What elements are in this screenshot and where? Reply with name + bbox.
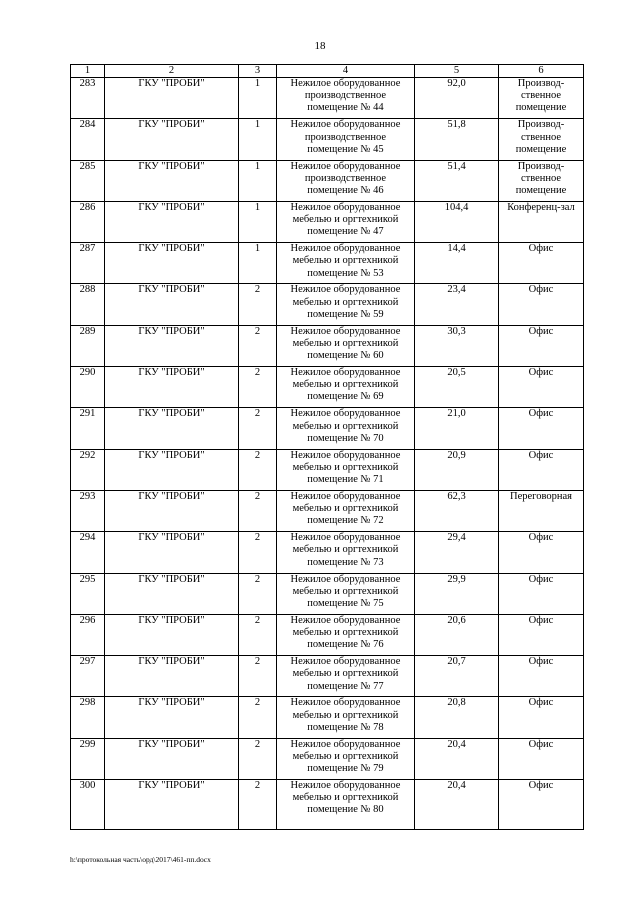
row-number-cell: 296 [71, 614, 105, 655]
description-cell: Нежилое оборудованное мебелью и оргтехникой помещение № 78 [277, 697, 415, 738]
row-number-cell: 289 [71, 325, 105, 366]
area-cell: 92,0 [415, 78, 499, 119]
area-cell: 20,4 [415, 738, 499, 779]
page-number: 18 [314, 40, 326, 52]
organization-cell: ГКУ "ПРОБИ" [105, 201, 239, 242]
organization-cell: ГКУ "ПРОБИ" [105, 367, 239, 408]
area-cell: 21,0 [415, 408, 499, 449]
floor-cell: 2 [239, 738, 277, 779]
table-row [71, 780, 584, 830]
table-row [71, 78, 584, 119]
table-row [71, 201, 584, 242]
floor-cell: 2 [239, 284, 277, 325]
table-row [71, 408, 584, 449]
description-cell: Нежилое оборудованное мебелью и оргтехникой помещение № 79 [277, 738, 415, 779]
table-row [71, 573, 584, 614]
purpose-cell: Офис [499, 573, 584, 614]
floor-cell: 2 [239, 614, 277, 655]
row-number-cell: 287 [71, 243, 105, 284]
floor-cell: 2 [239, 573, 277, 614]
area-cell: 20,6 [415, 614, 499, 655]
area-cell: 23,4 [415, 284, 499, 325]
area-cell: 29,9 [415, 573, 499, 614]
purpose-cell: Офис [499, 656, 584, 697]
area-cell: 14,4 [415, 243, 499, 284]
purpose-cell: Офис [499, 367, 584, 408]
purpose-cell: Производ-ственное помещение [499, 78, 584, 119]
column-header-6: 6 [499, 65, 584, 78]
row-number-cell: 300 [71, 780, 105, 830]
table-row [71, 449, 584, 490]
purpose-cell: Производ-ственное помещение [499, 160, 584, 201]
description-cell: Нежилое оборудованное мебелью и оргтехникой помещение № 71 [277, 449, 415, 490]
table-row [71, 532, 584, 573]
floor-cell: 2 [239, 325, 277, 366]
floor-cell: 2 [239, 367, 277, 408]
organization-cell: ГКУ "ПРОБИ" [105, 573, 239, 614]
row-number-cell: 291 [71, 408, 105, 449]
purpose-cell: Офис [499, 738, 584, 779]
row-number-cell: 295 [71, 573, 105, 614]
purpose-cell: Офис [499, 532, 584, 573]
column-header-3: 3 [239, 65, 277, 78]
floor-cell: 1 [239, 243, 277, 284]
floor-cell: 1 [239, 160, 277, 201]
column-header-5: 5 [415, 65, 499, 78]
table-row [71, 697, 584, 738]
floor-cell: 2 [239, 656, 277, 697]
area-cell: 51,4 [415, 160, 499, 201]
column-header-2: 2 [105, 65, 239, 78]
table-row [71, 656, 584, 697]
floor-cell: 2 [239, 449, 277, 490]
floor-cell: 2 [239, 697, 277, 738]
purpose-cell: Производ-ственное помещение [499, 119, 584, 160]
premises-table [70, 64, 584, 830]
row-number-cell: 293 [71, 490, 105, 531]
area-cell: 30,3 [415, 325, 499, 366]
description-cell: Нежилое оборудованное мебелью и оргтехникой помещение № 75 [277, 573, 415, 614]
purpose-cell: Офис [499, 780, 584, 830]
organization-cell: ГКУ "ПРОБИ" [105, 449, 239, 490]
area-cell: 62,3 [415, 490, 499, 531]
table-row [71, 243, 584, 284]
row-number-cell: 298 [71, 697, 105, 738]
description-cell: Нежилое оборудованное производственное помещение № 45 [277, 119, 415, 160]
floor-cell: 1 [239, 201, 277, 242]
row-number-cell: 288 [71, 284, 105, 325]
organization-cell: ГКУ "ПРОБИ" [105, 490, 239, 531]
organization-cell: ГКУ "ПРОБИ" [105, 780, 239, 830]
area-cell: 20,9 [415, 449, 499, 490]
table-body [71, 78, 584, 830]
description-cell: Нежилое оборудованное мебелью и оргтехникой помещение № 53 [277, 243, 415, 284]
organization-cell: ГКУ "ПРОБИ" [105, 284, 239, 325]
purpose-cell: Офис [499, 614, 584, 655]
area-cell: 20,4 [415, 780, 499, 830]
description-cell: Нежилое оборудованное мебелью и оргтехникой помещение № 69 [277, 367, 415, 408]
description-cell: Нежилое оборудованное мебелью и оргтехникой помещение № 72 [277, 490, 415, 531]
row-number-cell: 297 [71, 656, 105, 697]
area-cell: 29,4 [415, 532, 499, 573]
area-cell: 20,7 [415, 656, 499, 697]
column-header-4: 4 [277, 65, 415, 78]
table-row [71, 614, 584, 655]
row-number-cell: 286 [71, 201, 105, 242]
row-number-cell: 284 [71, 119, 105, 160]
column-header-1: 1 [71, 65, 105, 78]
organization-cell: ГКУ "ПРОБИ" [105, 532, 239, 573]
floor-cell: 1 [239, 119, 277, 160]
table-row [71, 490, 584, 531]
area-cell: 20,5 [415, 367, 499, 408]
area-cell: 104,4 [415, 201, 499, 242]
description-cell: Нежилое оборудованное производственное помещение № 46 [277, 160, 415, 201]
row-number-cell: 285 [71, 160, 105, 201]
purpose-cell: Офис [499, 449, 584, 490]
floor-cell: 1 [239, 78, 277, 119]
description-cell: Нежилое оборудованное мебелью и оргтехникой помещение № 77 [277, 656, 415, 697]
organization-cell: ГКУ "ПРОБИ" [105, 738, 239, 779]
table-row [71, 367, 584, 408]
organization-cell: ГКУ "ПРОБИ" [105, 325, 239, 366]
organization-cell: ГКУ "ПРОБИ" [105, 160, 239, 201]
row-number-cell: 283 [71, 78, 105, 119]
row-number-cell: 299 [71, 738, 105, 779]
purpose-cell: Конференц-зал [499, 201, 584, 242]
purpose-cell: Переговорная [499, 490, 584, 531]
purpose-cell: Офис [499, 697, 584, 738]
description-cell: Нежилое оборудованное мебелью и оргтехникой помещение № 76 [277, 614, 415, 655]
organization-cell: ГКУ "ПРОБИ" [105, 408, 239, 449]
purpose-cell: Офис [499, 408, 584, 449]
table-row [71, 119, 584, 160]
table-row [71, 738, 584, 779]
table-row [71, 284, 584, 325]
organization-cell: ГКУ "ПРОБИ" [105, 656, 239, 697]
area-cell: 51,8 [415, 119, 499, 160]
description-cell: Нежилое оборудованное производственное помещение № 44 [277, 78, 415, 119]
purpose-cell: Офис [499, 284, 584, 325]
organization-cell: ГКУ "ПРОБИ" [105, 119, 239, 160]
description-cell: Нежилое оборудованное мебелью и оргтехникой помещение № 80 [277, 780, 415, 830]
header-row [71, 65, 584, 78]
floor-cell: 2 [239, 408, 277, 449]
table-row [71, 160, 584, 201]
row-number-cell: 290 [71, 367, 105, 408]
purpose-cell: Офис [499, 325, 584, 366]
organization-cell: ГКУ "ПРОБИ" [105, 697, 239, 738]
description-cell: Нежилое оборудованное мебелью и оргтехникой помещение № 47 [277, 201, 415, 242]
floor-cell: 2 [239, 532, 277, 573]
floor-cell: 2 [239, 780, 277, 830]
description-cell: Нежилое оборудованное мебелью и оргтехникой помещение № 70 [277, 408, 415, 449]
organization-cell: ГКУ "ПРОБИ" [105, 243, 239, 284]
row-number-cell: 292 [71, 449, 105, 490]
table-row [71, 325, 584, 366]
description-cell: Нежилое оборудованное мебелью и оргтехникой помещение № 60 [277, 325, 415, 366]
description-cell: Нежилое оборудованное мебелью и оргтехникой помещение № 59 [277, 284, 415, 325]
organization-cell: ГКУ "ПРОБИ" [105, 614, 239, 655]
organization-cell: ГКУ "ПРОБИ" [105, 78, 239, 119]
purpose-cell: Офис [499, 243, 584, 284]
area-cell: 20,8 [415, 697, 499, 738]
description-cell: Нежилое оборудованное мебелью и оргтехникой помещение № 73 [277, 532, 415, 573]
file-path-footer: h:\протокольная часть\орд\2017\461-пп.docx [70, 855, 211, 864]
floor-cell: 2 [239, 490, 277, 531]
row-number-cell: 294 [71, 532, 105, 573]
